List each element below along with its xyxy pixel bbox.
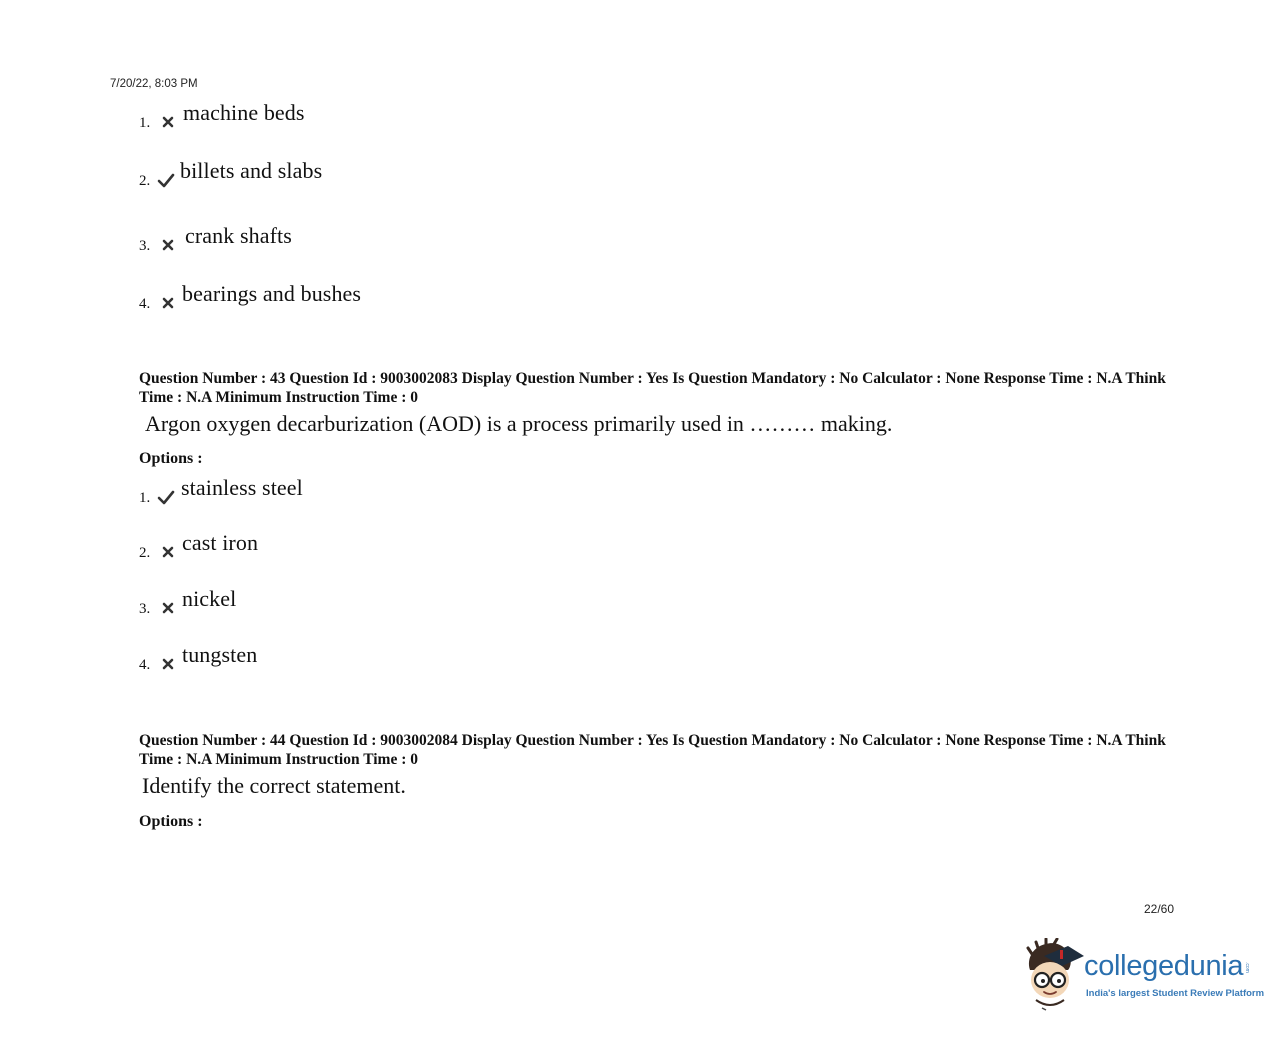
collegedunia-logo [1022,938,1265,1014]
question-text: Identify the correct statement. [142,773,406,798]
option-text: machine beds [183,100,305,125]
option-number: 3. [139,601,151,617]
cross-icon [159,114,177,130]
question-meta: Question Number : 43 Question Id : 9003002083 Display Question Number : Yes Is Question Mandatory : No Calculator : None Response Time : N.A Think Time : N.A Minimum Instruction Time : 0 [139,370,1166,406]
option-number: 4. [139,296,151,312]
cross-icon [159,544,177,560]
option-number: 2. [139,545,151,561]
option-number: 4. [139,657,151,673]
cross-icon [159,600,177,616]
cross-icon [159,295,177,311]
option-number: 1. [139,490,151,506]
option-text: cast iron [182,530,259,555]
check-icon [157,489,175,505]
mascot-icon [1022,938,1084,1012]
cross-icon [159,237,177,253]
option-text: tungsten [182,642,258,667]
cross-icon [159,656,177,672]
option-number: 2. [139,173,151,189]
option-text: nickel [182,586,237,611]
check-icon [157,172,175,188]
option-text: billets and slabs [180,158,323,183]
brand-suffix: .com [1244,962,1250,973]
option-text: bearings and bushes [182,281,362,306]
options-label: Options : [139,813,203,830]
brand-name: collegedunia [1084,950,1244,982]
question-text: Argon oxygen decarburization (AOD) is a process primarily used in ……… making. [145,411,893,436]
option-text: stainless steel [181,475,303,500]
brand-tagline: India's largest Student Review Platform [1086,988,1265,999]
option-number: 1. [139,115,151,131]
print-timestamp: 7/20/22, 8:03 PM [110,78,198,90]
question-meta: Question Number : 44 Question Id : 9003002084 Display Question Number : Yes Is Question Mandatory : No Calculator : None Response Time : N.A Think Time : N.A Minimum Instruction Time : 0 [139,732,1166,768]
page-number: 22/60 [1144,902,1175,916]
options-label: Options : [139,450,203,467]
option-text: crank shafts [185,223,292,248]
option-number: 3. [139,238,151,254]
